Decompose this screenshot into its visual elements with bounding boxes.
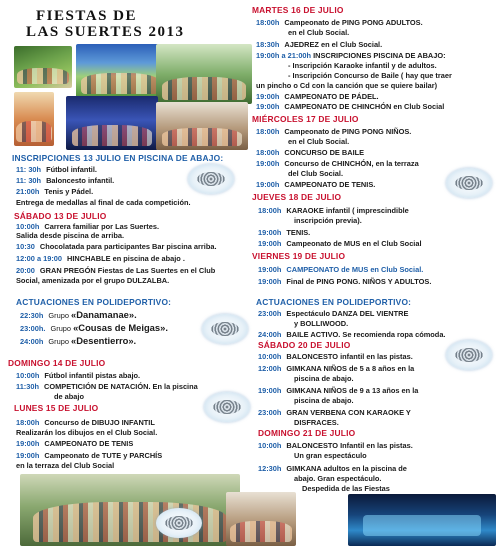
schedule-row: 18:00h Campeonato de PING PONG NIÑOS.	[256, 127, 412, 136]
photo-night-pool	[348, 494, 496, 546]
schedule-row: 20:00 GRAN PREGÓN Fiestas de Las Suertes en el Club	[16, 266, 216, 275]
title-line-1: FIESTAS DE	[36, 8, 138, 24]
club-logo-emblem	[446, 340, 492, 370]
schedule-row: 22:30h Grupo «Danamanae».	[20, 309, 137, 320]
schedule-row-continued: en la terraza del Club Social	[16, 461, 115, 470]
schedule-row-continued: Salida desde piscina de arriba.	[16, 231, 125, 240]
inscripciones-heading: INSCRIPCIONES 13 JULIO EN PISCINA DE ABAJO:	[12, 153, 224, 163]
schedule-row: 18:00h Concurso de DIBUJO INFANTIL	[16, 418, 155, 427]
domingo-14-heading: DOMINGO 14 DE JULIO	[8, 358, 106, 368]
schedule-row: 23:00h. Grupo «Cousas de Meigas».	[20, 322, 168, 333]
schedule-row: 11: 30h Fútbol infantil.	[16, 165, 97, 174]
schedule-row: 10:00h BALONCESTO Infantil en las pistas.	[258, 441, 413, 450]
poster-title	[26, 8, 236, 40]
inscripciones-note: Entrega de medallas al final de cada competición.	[16, 198, 191, 207]
club-logo-emblem	[156, 508, 202, 538]
schedule-row: 12:00 a 19:00 HINCHABLE en piscina de abajo .	[16, 254, 185, 263]
schedule-row: 18:00h KARAOKE infantil ( imprescindible	[258, 206, 409, 215]
schedule-row-continued: y BOLLIWOOD.	[294, 319, 349, 328]
schedule-row: 19:00h CAMPEONATO DE CHINCHÓN en Club Social	[256, 102, 445, 111]
jueves-18-heading: JUEVES 18 DE JULIO	[252, 192, 342, 202]
photo-stage-show	[66, 96, 158, 150]
actuaciones-heading: ACTUACIONES EN POLIDEPORTIVO:	[16, 297, 172, 307]
schedule-row: 18:00h Campeonato de PING PONG ADULTOS.	[256, 18, 423, 27]
schedule-row: 23:00h GRAN VERBENA CON KARAOKE Y	[258, 408, 411, 417]
schedule-row: 19:00h Concurso de CHINCHÓN, en la terraza	[256, 159, 419, 168]
miercoles-17-heading: MIÉRCOLES 17 DE JULIO	[252, 114, 359, 124]
schedule-row-continued: piscina de abajo.	[294, 374, 354, 383]
club-logo-emblem	[446, 168, 492, 198]
schedule-row: 19:00h CAMPEONATO DE TENIS.	[256, 180, 376, 189]
schedule-row-continued: en el Club Social.	[288, 28, 350, 37]
sabado-13-heading: SÁBADO 13 DE JULIO	[14, 211, 107, 221]
schedule-row: 19:00h GIMKANA NIÑOS de 9 a 13 años en la	[258, 386, 419, 395]
schedule-row: 10:00h Fútbol infantil pistas abajo.	[16, 371, 141, 380]
photo-table-group	[156, 102, 248, 150]
schedule-row: 11: 30h Baloncesto infantil.	[16, 176, 115, 185]
domingo-21-heading: DOMINGO 21 DE JULIO	[258, 428, 356, 438]
schedule-row-continued: Realizarán los dibujos en el Club Social.	[16, 428, 158, 437]
schedule-row-continued: Despedida de las Fiestas	[302, 484, 390, 493]
lunes-15-heading: LUNES 15 DE JULIO	[14, 403, 99, 413]
right-column	[252, 0, 496, 550]
schedule-row: 12:30h GIMKANA adultos en la piscina de	[258, 464, 407, 473]
photo-green-shirts	[156, 44, 252, 104]
title-line-2: LAS SUERTES 2013	[26, 24, 185, 40]
schedule-row-continued: Un gran espectáculo	[294, 451, 367, 460]
club-logo-emblem	[204, 392, 250, 422]
schedule-row: 21:00h Tenis y Pádel.	[16, 187, 94, 196]
schedule-row: 19:00h Final de PING PONG. NIÑOS Y ADULTOS.	[258, 277, 432, 286]
actuaciones-heading: ACTUACIONES EN POLIDEPORTIVO:	[256, 297, 412, 307]
schedule-row-continued: inscripción previa).	[294, 216, 362, 225]
schedule-row: 10:00h BALONCESTO infantil en las pistas.	[258, 352, 413, 361]
schedule-row: 19:00h a 21:00h INSCRIPCIONES PISCINA DE ABAJO:	[256, 51, 446, 60]
schedule-row: 18:00h CONCURSO DE BAILE	[256, 148, 365, 157]
schedule-row: - Inscripción Karaoke infantil y de adultos.	[288, 61, 437, 70]
schedule-row: 19:00h Campeonato de MUS en el Club Social	[258, 239, 422, 248]
photo-children-group	[14, 46, 72, 88]
club-logo-emblem	[188, 164, 234, 194]
schedule-row-continued: piscina de abajo.	[294, 396, 354, 405]
schedule-row: 10:30 Chocolatada para participantes Bar piscina arriba.	[16, 242, 217, 251]
schedule-row-continued: DISFRACES.	[294, 418, 339, 427]
schedule-row-continued: un pincho o Cd con la canción que se quiere bailar)	[256, 81, 438, 90]
schedule-row: 18:30h AJEDREZ en el Club Social.	[256, 40, 383, 49]
sabado-20-heading: SÁBADO 20 DE JULIO	[258, 340, 351, 350]
schedule-row: 23:00h Espectáculo DANZA DEL VIENTRE	[258, 309, 409, 318]
schedule-row: 19:00h TENIS.	[258, 228, 311, 237]
schedule-row: 24:00h BAILE ACTIVO. Se recomienda ropa cómoda.	[258, 330, 446, 339]
photo-kids-indoor	[14, 92, 54, 146]
schedule-row: 19:00h CAMPEONATO DE PÁDEL.	[256, 92, 379, 101]
photo-kids-outdoor	[20, 474, 240, 546]
schedule-row-continued: en el Club Social.	[288, 137, 350, 146]
schedule-row: 12:00h GIMKANA NIÑOS de 5 a 8 años en la	[258, 364, 415, 373]
schedule-row: - Inscripción Concurso de Baile ( hay que traer	[288, 71, 452, 80]
left-column	[6, 0, 250, 550]
schedule-row-continued: de abajo	[54, 392, 84, 401]
schedule-row: 19:00h CAMPEONATO de MUS en Club Social.	[258, 265, 424, 274]
schedule-row-continued: abajo. Gran espectáculo.	[294, 474, 382, 483]
club-logo-emblem	[202, 314, 248, 344]
martes-16-heading: MARTES 16 DE JULIO	[252, 5, 344, 15]
viernes-19-heading: VIERNES 19 DE JULIO	[252, 251, 346, 261]
schedule-row-continued: del Club Social.	[288, 169, 344, 178]
schedule-row: 19:00h CAMPEONATO DE TENIS	[16, 439, 134, 448]
schedule-row-continued: Social, amenizada por el grupo DULZALBA.	[16, 276, 170, 285]
schedule-row: 24:00h Grupo «Desentierro».	[20, 335, 137, 346]
schedule-row: 11:30h COMPETICIÓN DE NATACIÓN. En la piscina	[16, 382, 198, 391]
photo-outdoor-crowd	[76, 44, 164, 98]
schedule-row: 19:00h Campeonato de TUTE y PARCHÍS	[16, 451, 163, 460]
schedule-row: 10:00h Carrera familiar por Las Suertes.	[16, 222, 160, 231]
